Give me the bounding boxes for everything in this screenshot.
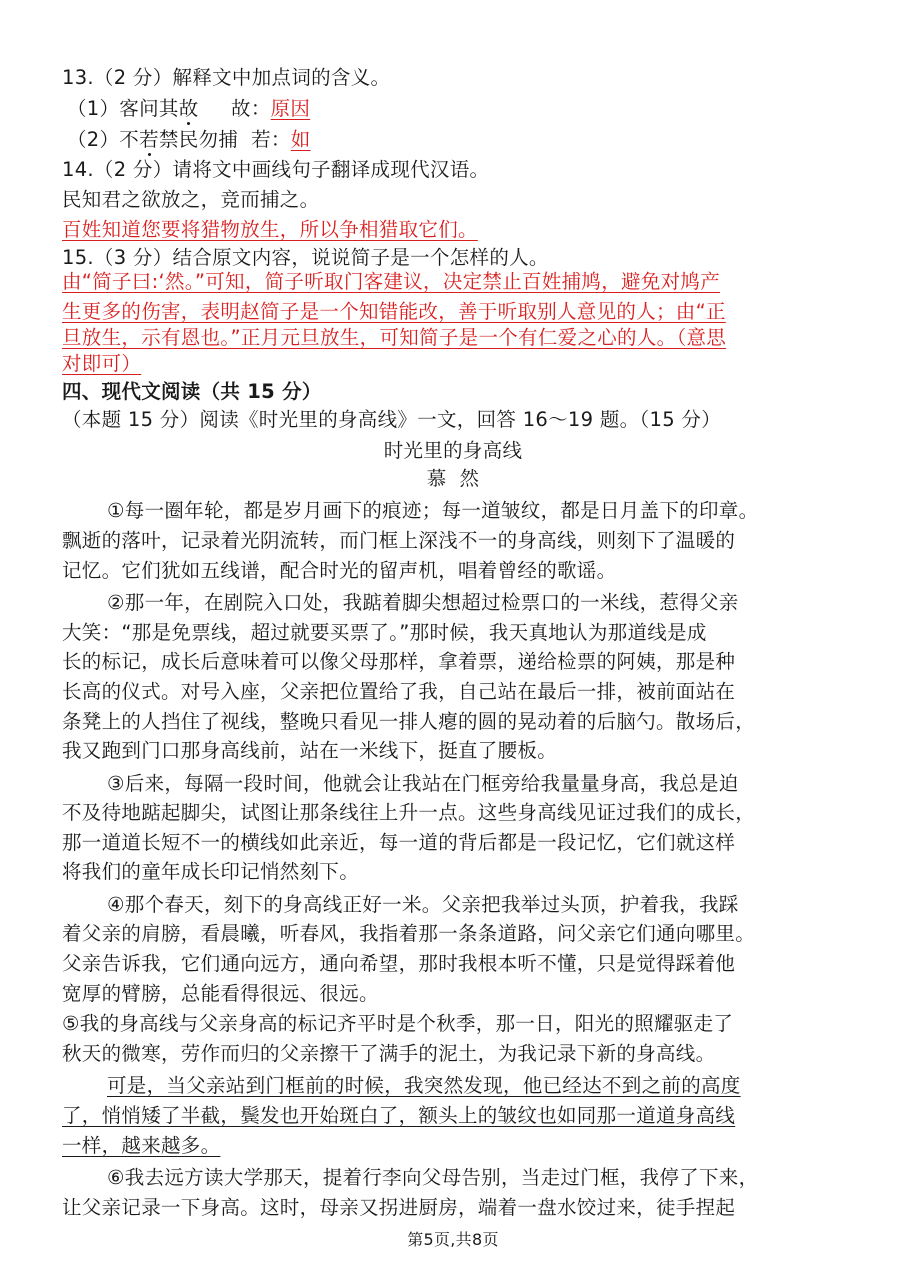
article-line: ①每一圈年轮，都是岁月画下的痕迹；每一道皱纹，都是日月盖下的印章。 [107,499,759,522]
article-underlined-line: 一样，越来越多。 [62,1134,221,1157]
article-line: 大笑：“那是免票线，超过就要买票了。”那时候，我天真地认为那道线是成 [62,621,707,644]
article-line: ③后来，每隔一段时间，他就会让我站在门框旁给我量量身高，我总是迫 [107,772,739,795]
q15-answer-line: 对即可） [62,352,142,375]
article-author: 慕 然 [426,467,480,490]
q13-item-1-pre: （1）客问其 [67,97,179,120]
article-line: 长的标记，成长后意味着可以像父母那样，拿着票，递给检票的阿姨，那是种 [62,650,736,673]
article-line: ②那一年，在剧院入口处，我踮着脚尖想超过检票口的一米线，惹得父亲 [107,591,739,614]
q15-answer-line: 由“简子曰:‘然。”可知，简子听取门客建议，决定禁止百姓捕鸠，避免对鸠产 [62,270,721,293]
article-line: 不及待地踮起脚尖，试图让那条线往上升一点。这些身高线见证过我们的成长， [62,801,756,824]
article-line: 父亲告诉我，它们通向远方，通向希望，那时我根本听不懂，只是觉得踩着他 [62,952,736,975]
article-line: 条凳上的人挡住了视线，整晚只看见一排人瘪的圆的晃动着的后脑勺。散场后， [62,710,756,733]
article-line: 飘逝的落叶，记录着光阴流转，而门框上深浅不一的身高线，则刻下了温暖的 [62,529,736,552]
section-heading: 四、现代文阅读（共 15 分） [62,380,322,403]
article-line: ④那个春天，刻下的身高线正好一米。父亲把我举过头顶，护着我，我踩 [107,893,739,916]
q14-answer: 百姓知道您要将猎物放生，所以争相猎取它们。 [62,218,478,241]
q14-stem: 14.（2 分）请将文中画线句子翻译成现代汉语。 [62,158,490,181]
article-line: 宽厚的臂膀，总能看得很远、很远。 [62,982,379,1005]
q13-item-2-pre: （2）不 [67,128,140,151]
article-line: 长高的仪式。对号入座，父亲把位置给了我，自己站在最后一排，被前面站在 [62,680,736,703]
q13-item-2-mid: 禁民勿捕 若： [158,128,291,151]
article-line: ⑤我的身高线与父亲身高的标记齐平时是个秋季，那一日，阳光的照耀驱走了 [62,1012,734,1035]
section-intro: （本题 15 分）阅读《时光里的身高线》一文，回答 16～19 题。（15 分） [62,408,721,431]
q14-sentence: 民知君之欲放之，竞而捕之。 [62,188,320,211]
article-line: 那一道道长短不一的横线如此亲近，每一道的背后都是一段记忆，它们就这样 [62,831,736,854]
q13-item-2 [67,126,311,154]
q15-stem: 15.（3 分）结合原文内容，说说简子是一个怎样的人。 [62,246,549,269]
article-underlined-line: 可是，当父亲站到门框前的时候，我突然发现，他已经达不到之前的高度 [107,1074,741,1097]
page-number: 第5页,共8页 [407,1230,499,1249]
q13-item-2-answer: 如 [290,128,311,151]
q13-item-1-mid: 故： [198,97,271,120]
article-line: ⑥我去远方读大学那天，提着行李向父母告别，当走过门框，我停了下来， [107,1166,759,1189]
article-line: 着父亲的肩膀，看晨曦，听春风，我指着那一条条道路，问父亲它们通向哪里。 [62,922,756,945]
article-line: 我又跑到门口那身高线前，站在一米线下，挺直了腰板。 [62,739,558,762]
q13-item-2-dotted-word: 若 [139,128,159,151]
q13-item-1-dotted-word: 故 [178,97,199,120]
q15-answer-line: 旦放生，示有恩也。”正月元旦放生，可知简子是一个有仁爱之心的人。（意思 [62,326,727,349]
article-line: 记忆。它们犹如五线谱，配合时光的留声机，唱着曾经的歌谣。 [62,559,617,582]
article-line: 让父亲记录一下身高。这时，母亲又拐进厨房，端着一盘水饺过来，徒手捏起 [62,1196,736,1219]
q15-answer-line: 生更多的伤害，表明赵简子是一个知错能改，善于听取别人意见的人；由“正 [62,300,726,323]
q13-item-1-answer: 原因 [270,97,311,120]
article-underlined-line: 了，悄悄矮了半截，鬓发也开始斑白了，额头上的皱纹也如同那一道道身高线 [62,1104,736,1127]
article-line: 将我们的童年成长印记悄然刻下。 [62,860,360,883]
article-line: 秋天的微寒，劳作而归的父亲擦干了满手的泥土，为我记录下新的身高线。 [62,1042,716,1065]
article-title: 时光里的身高线 [383,439,523,462]
q13-item-1 [67,95,310,123]
q13-stem: 13.（2 分）解释文中加点词的含义。 [62,66,391,89]
